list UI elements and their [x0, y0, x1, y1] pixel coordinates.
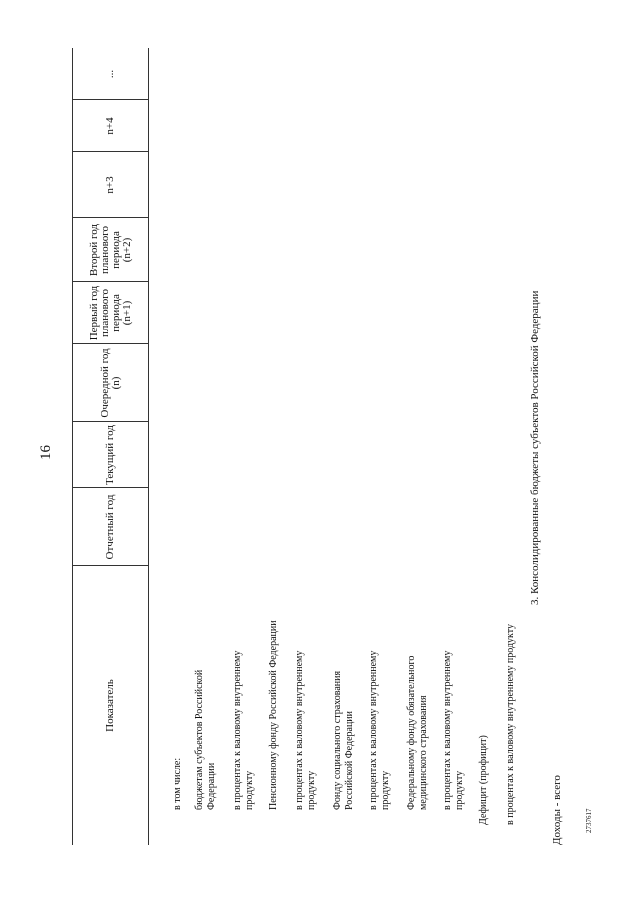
header-more: ... [104, 69, 116, 79]
row-label: в процентах к валовому внутреннему [232, 650, 243, 810]
row-label: продукту [306, 770, 317, 810]
row-label: бюджетам субъектов Российской [194, 669, 205, 810]
row-label: продукту [244, 770, 255, 810]
header-n-plus-4: n+4 [104, 117, 116, 135]
header-second-planning-year: Второй год планового периода (n+2) [87, 223, 133, 277]
row-label: в процентах к валовому внутреннему [442, 650, 453, 810]
row-label: Пенсионному фонду Российской Федерации [268, 620, 279, 810]
row-label: медицинского страхования [418, 695, 429, 810]
table-header-bottom-border [148, 48, 149, 845]
page-number: 16 [38, 445, 54, 460]
row-label: продукту [380, 770, 391, 810]
header-first-planning-year: Первый год планового периода (n+1) [87, 285, 133, 341]
header-n-plus-3: n+3 [104, 176, 116, 194]
row-label: в процентах к валовому внутреннему продукту [505, 624, 516, 825]
row-label: Дефицит (профицит) [478, 735, 489, 825]
row-label: Федерации [206, 762, 217, 810]
row-label: Федеральному фонду обязательного [406, 655, 417, 810]
row-label: Российской Федерации [344, 710, 355, 810]
row-label: Фонду социального страхования [332, 670, 343, 810]
revenue-label: Доходы - всего [551, 775, 563, 845]
header-next-year: Очередной год (n) [98, 348, 122, 418]
header-current-year: Текущий год [104, 425, 116, 485]
row-label: в том числе: [172, 757, 183, 810]
row-label: продукту [454, 770, 465, 810]
header-reporting-year: Отчетный год [104, 494, 116, 560]
row-label: в процентах к валовому внутреннему [368, 650, 379, 810]
section-title: 3. Консолидированные бюджеты субъектов Российской Федерации [529, 290, 541, 605]
row-label: в процентах к валовому внутреннему [294, 650, 305, 810]
document-id: 2737617 [585, 808, 593, 833]
header-indicator: Показатель [104, 679, 116, 732]
